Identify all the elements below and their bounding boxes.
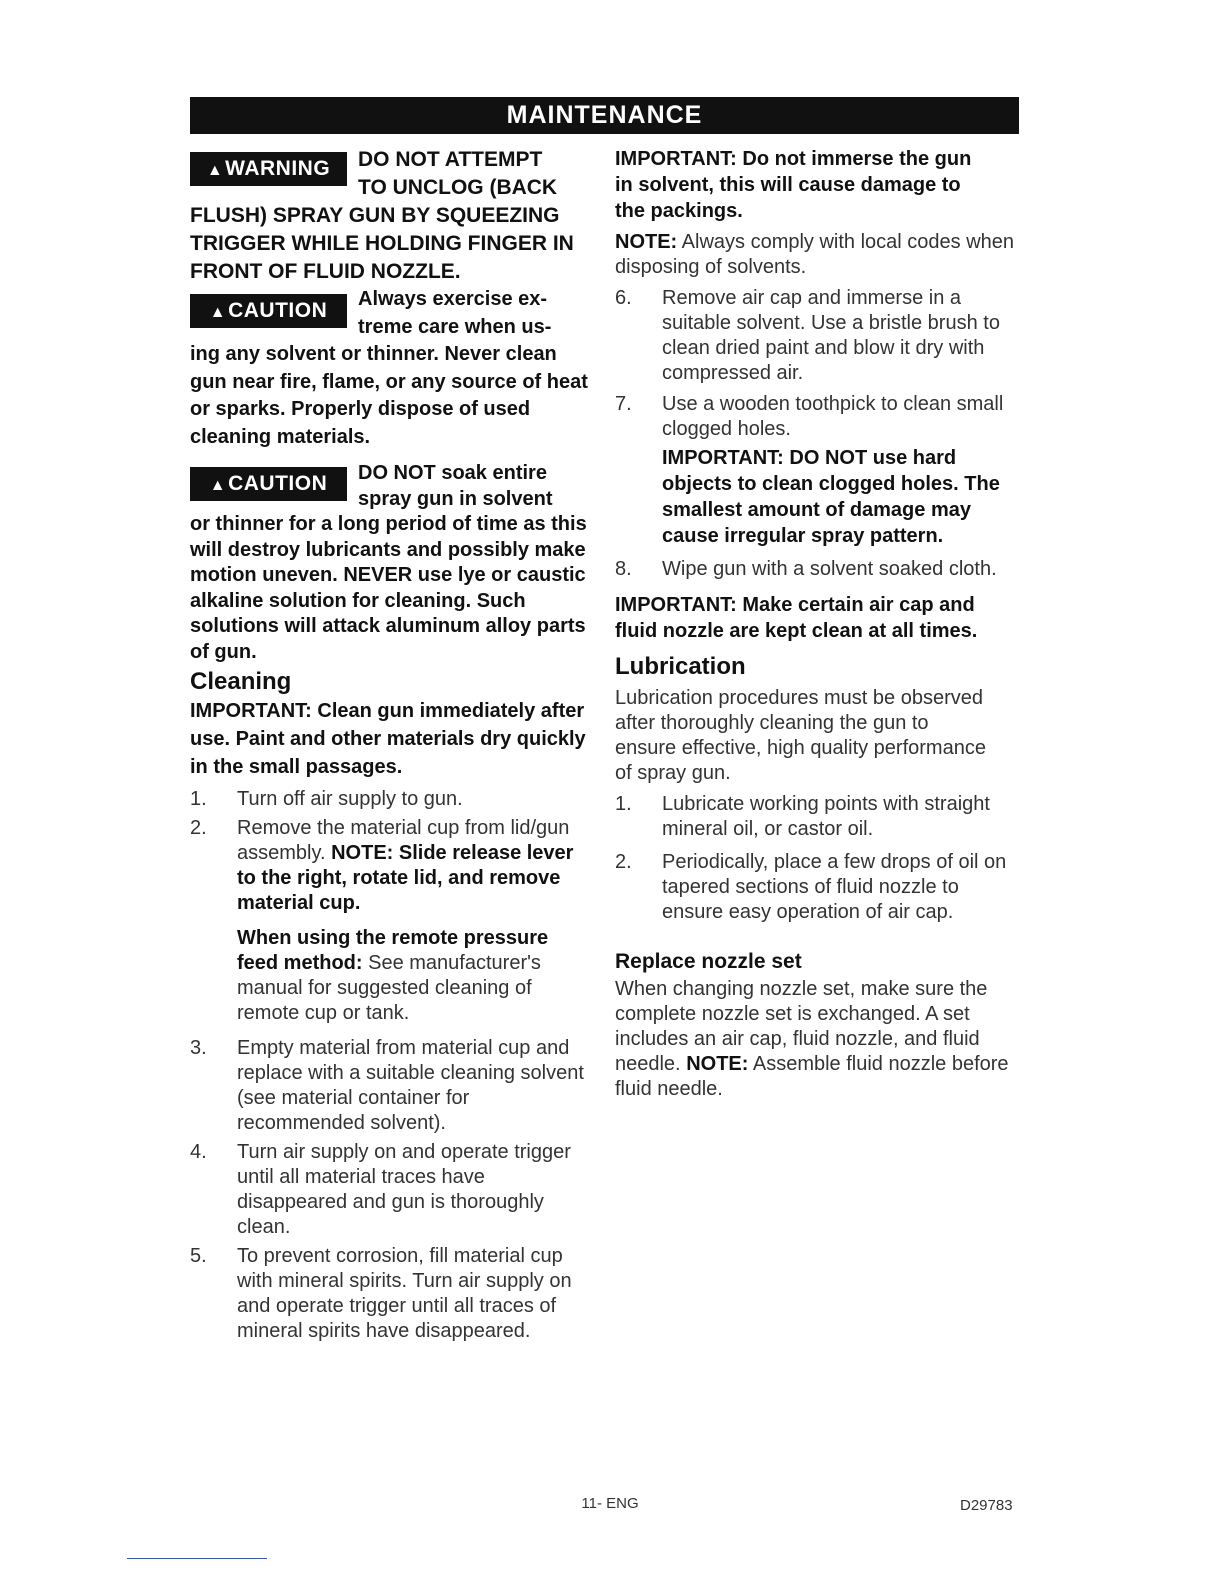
list-number: 1.: [190, 788, 207, 810]
list-number: 2.: [190, 817, 207, 839]
lubrication-list: [615, 792, 1020, 925]
caution-block-1: [190, 286, 593, 451]
warning-lead: DO NOT ATTEMPT TO UNCLOG (BACK: [358, 148, 558, 199]
nozzle-note-label: NOTE:: [686, 1053, 749, 1075]
list-text: Periodically, place a few drops of oil on tapered sections of fluid nozzle to ensure easy operation of air cap.: [662, 851, 1007, 923]
remote-feed-text: See manufacturer's manual for suggested cleaning of remote cup or tank.: [237, 952, 541, 1024]
list-item: [190, 1244, 593, 1344]
cleaning-list: [190, 787, 593, 1344]
remote-feed-label: When using the remote pressure feed method:: [237, 927, 549, 974]
cleaning-list-continued: [615, 286, 1020, 582]
caution-label-1: CAUTION: [228, 299, 328, 322]
list-item: [190, 1036, 593, 1136]
list-text: Remove the material cup from lid/gun assembly.: [237, 817, 570, 864]
nozzle-note-text: Assemble fluid nozzle before fluid needle.: [615, 1053, 1009, 1100]
caution-lead-2: DO NOT soak entire spray gun in solvent: [358, 462, 553, 510]
cleaning-heading: Cleaning: [190, 668, 292, 695]
list-number: 7.: [615, 393, 632, 415]
section-header: MAINTENANCE: [190, 97, 1019, 134]
caution-text-2: or thinner for a long period of time as this will destroy lubricants and possibly make motion uneven. NEVER use lye or caustic alkaline solution for cleaning. Such solutions will attack aluminum alloy parts of gun.: [190, 513, 587, 663]
list-text: Empty material from material cup and replace with a suitable cleaning solvent (see material container for recommended solvent).: [237, 1037, 584, 1134]
solvent-note: [615, 230, 1020, 280]
list-item: [615, 850, 1017, 925]
right-column: [615, 146, 1020, 1102]
caution-badge-1: [190, 294, 347, 328]
warning-label: WARNING: [225, 157, 331, 180]
list-item: [190, 1140, 593, 1240]
list-text: Lubricate working points with straight mineral oil, or castor oil.: [662, 793, 990, 840]
list-text: Turn air supply on and operate trigger until all material traces have disappeared and gun is thoroughly clean.: [237, 1141, 571, 1238]
list-number: 4.: [190, 1141, 207, 1163]
caution-label-2: CAUTION: [228, 472, 328, 495]
list-text: Wipe gun with a solvent soaked cloth.: [662, 558, 997, 580]
list-text: Remove air cap and immerse in a suitable solvent. Use a bristle brush to clean dried paint and blow it dry with compressed air.: [662, 287, 1000, 384]
important-no-immerse: IMPORTANT: Do not immerse the gun in solvent, this will cause damage to the packings.: [615, 148, 972, 222]
warning-badge: [190, 152, 347, 186]
caution-lead-1: Always exercise extreme care when us-: [358, 288, 552, 338]
list-item: [190, 816, 593, 1026]
list-text: Turn off air supply to gun.: [237, 788, 463, 810]
note-label: NOTE:: [615, 231, 678, 253]
lubrication-text: Lubrication procedures must be observed after thoroughly cleaning the gun to ensure effective, high quality performance of spray gun.: [615, 687, 986, 784]
caution-block-2: [190, 461, 593, 665]
list-number: 2.: [615, 851, 632, 873]
caution-badge-2: [190, 467, 347, 501]
caution-triangle-icon: ▲: [209, 477, 227, 494]
cleaning-important: IMPORTANT: Clean gun immediately after use. Paint and other materials dry quickly in the small passages.: [190, 700, 586, 778]
nozzle-body: When changing nozzle set, make sure the complete nozzle set is exchanged. A set includes an air cap, fluid nozzle, and fluid needle.: [615, 978, 988, 1075]
list-number: 6.: [615, 287, 632, 309]
list-number: 3.: [190, 1037, 207, 1059]
bottom-rule: [127, 1558, 267, 1559]
list-text: To prevent corrosion, fill material cup with mineral spirits. Turn air supply on and operate trigger until all traces of mineral spirits have disappeared.: [237, 1245, 572, 1342]
nozzle-text: [615, 977, 1015, 1102]
important-air-cap: IMPORTANT: Make certain air cap and fluid nozzle are kept clean at all times.: [615, 594, 978, 642]
warning-text: FLUSH) SPRAY GUN BY SQUEEZING TRIGGER WHILE HOLDING FINGER IN FRONT OF FLUID NOZZLE.: [190, 204, 574, 283]
list-item: [615, 557, 1017, 582]
list-item: [615, 392, 1017, 549]
list-number: 8.: [615, 558, 632, 580]
warning-triangle-icon: ▲: [206, 162, 224, 179]
list-item: [190, 787, 593, 812]
list-number: 5.: [190, 1245, 207, 1267]
nozzle-heading: Replace nozzle set: [615, 950, 802, 973]
list-item: [615, 286, 1017, 386]
list-important: IMPORTANT: DO NOT use hard objects to clean clogged holes. The smallest amount of damage may cause irregular spray pattern.: [662, 447, 1000, 547]
caution-text-1: ing any solvent or thinner. Never clean gun near fire, flame, or any source of heat or sparks. Properly dispose of used cleaning materials.: [190, 343, 588, 448]
list-item: [615, 792, 1017, 842]
left-column: [190, 146, 593, 1344]
caution-triangle-icon: ▲: [209, 304, 227, 321]
document-code: D29783: [960, 1497, 1013, 1514]
list-note: NOTE: Slide release lever to the right, rotate lid, and remove material cup.: [237, 842, 574, 914]
page-number: 11- ENG: [581, 1495, 639, 1512]
lubrication-heading: Lubrication: [615, 653, 746, 680]
note-text: Always comply with local codes when disposing of solvents.: [615, 231, 1015, 278]
list-text: Use a wooden toothpick to clean small clogged holes.: [662, 393, 1004, 440]
warning-block: [190, 146, 593, 283]
list-number: 1.: [615, 793, 632, 815]
